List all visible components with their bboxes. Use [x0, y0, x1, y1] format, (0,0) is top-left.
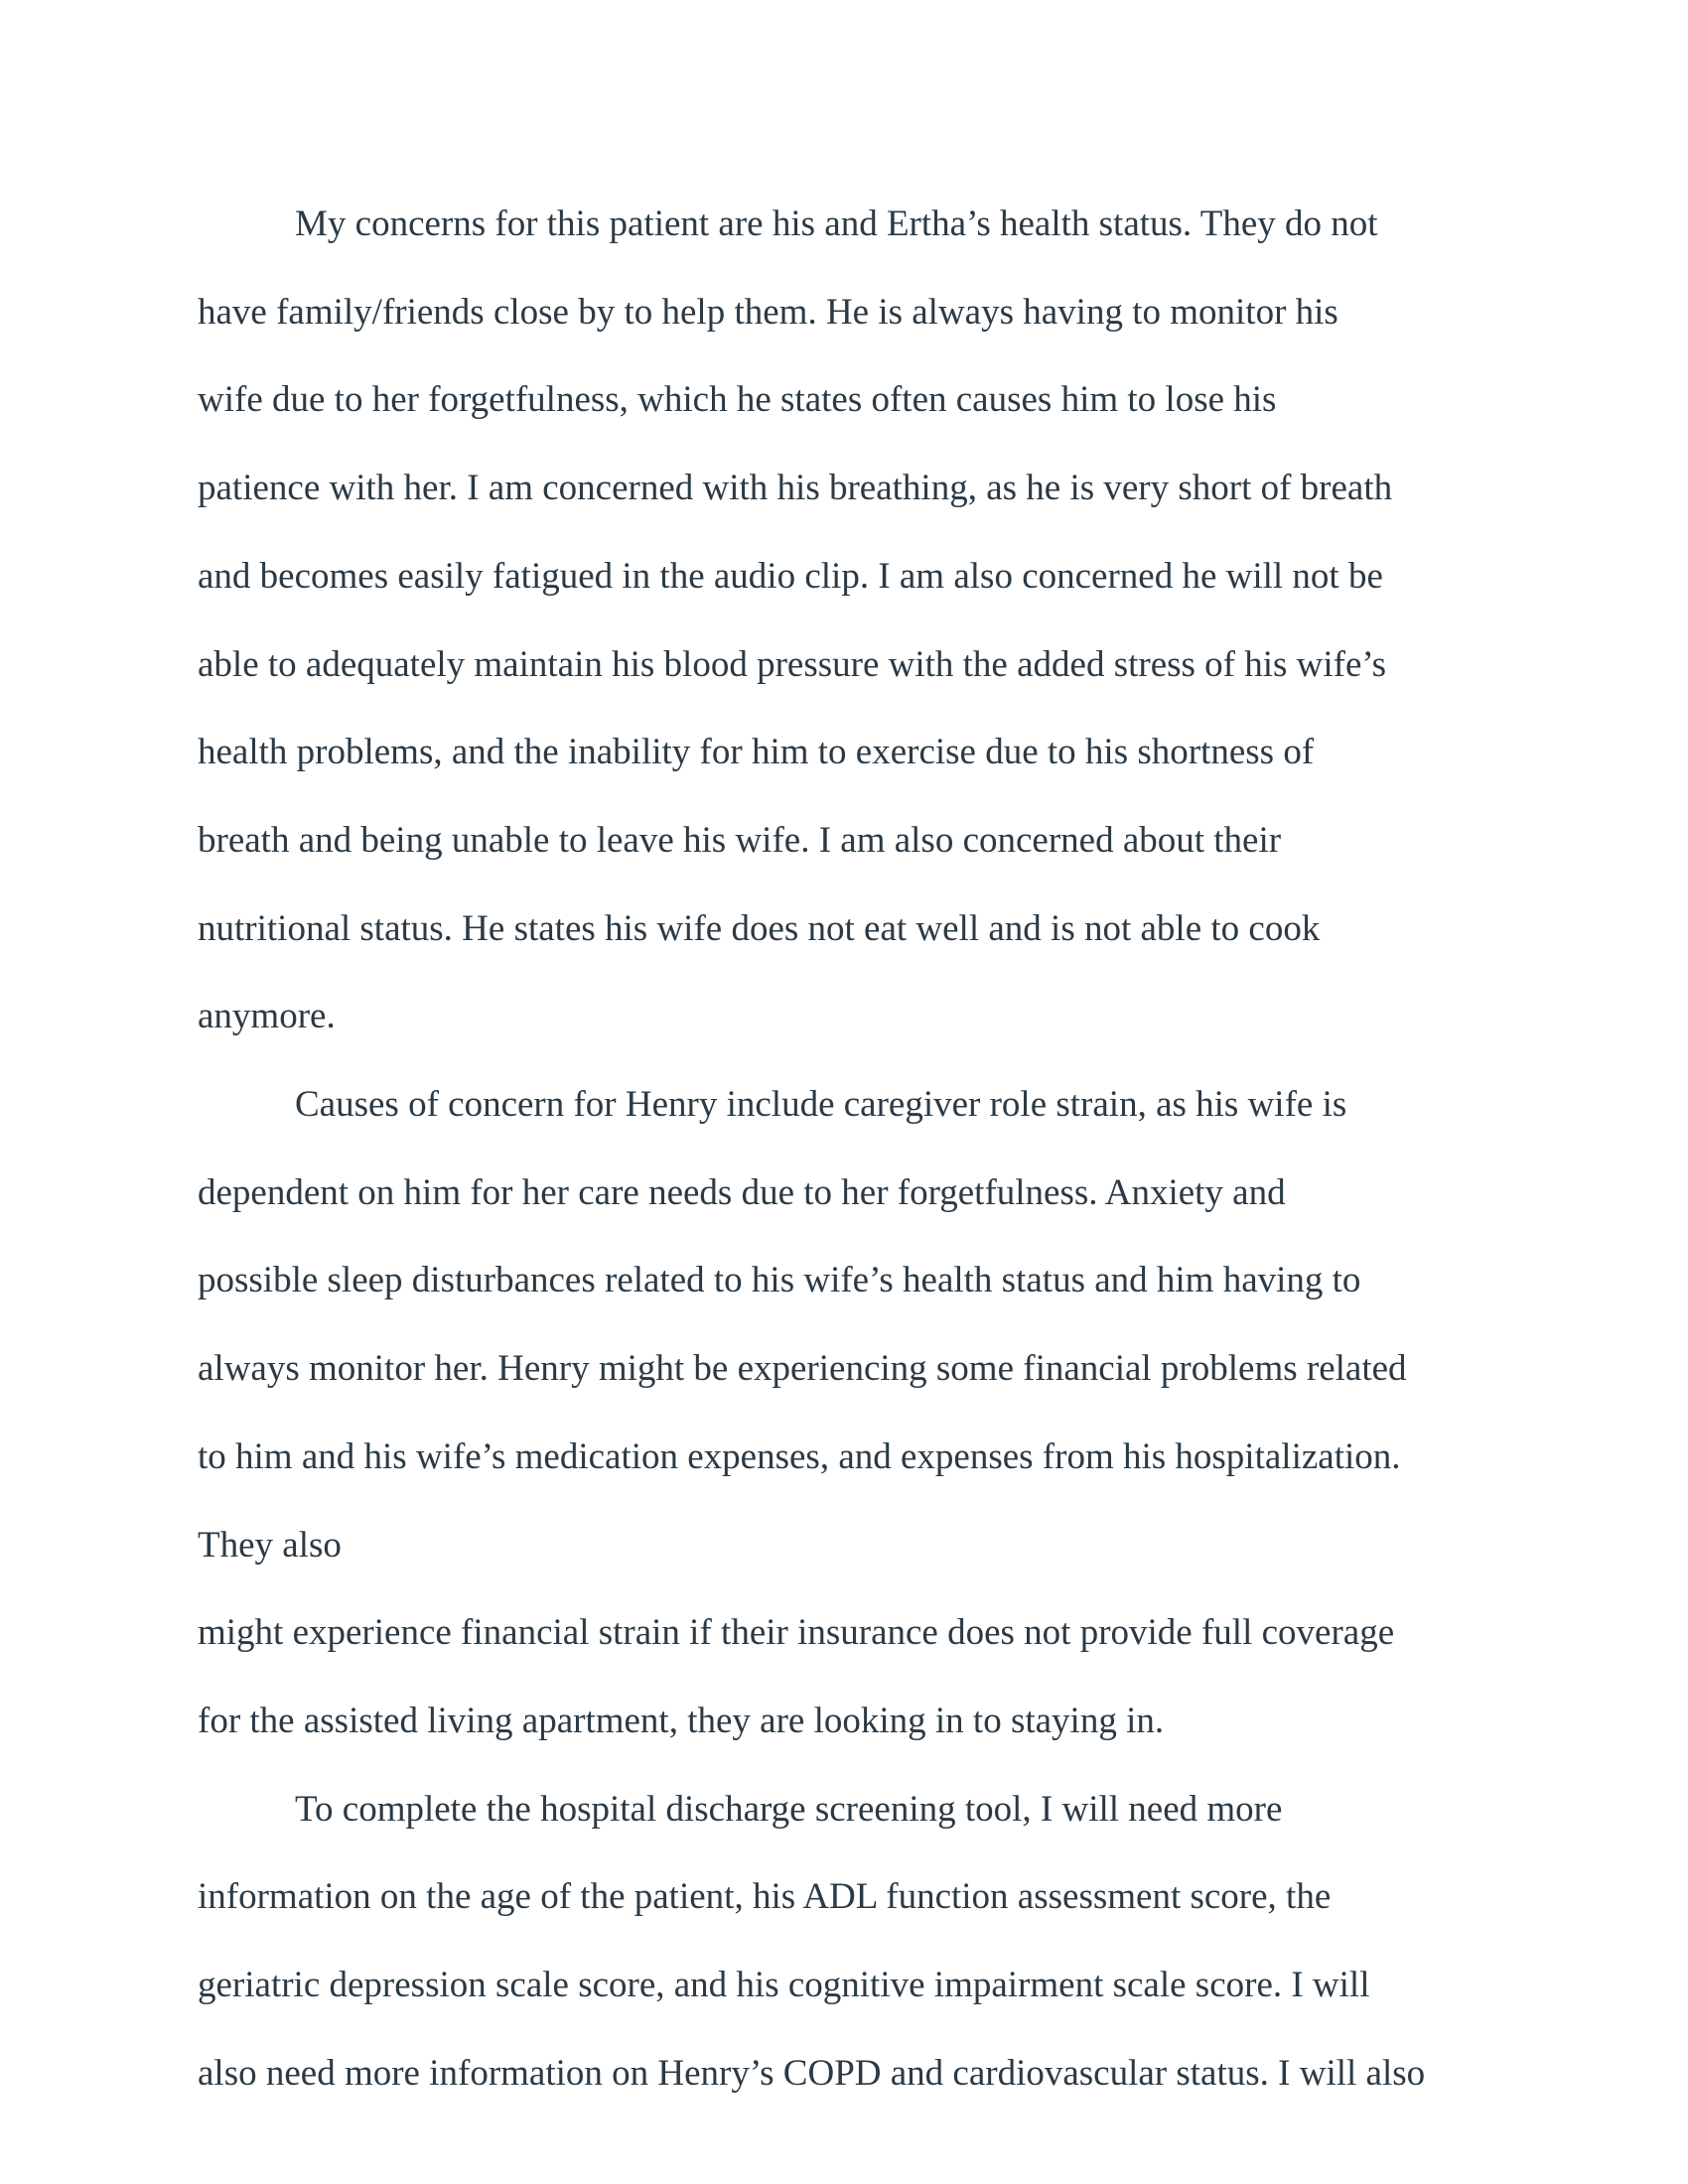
text-line: patience with her. I am concerned with his breathing, as he is very short of breath — [198, 468, 1393, 509]
text-line: to him and his wife’s medication expenses, and expenses from his hospitalization. — [198, 1435, 1401, 1477]
text-line: might experience financial strain if their insurance does not provide full coverage — [198, 1612, 1395, 1654]
text-line: To complete the hospital discharge screening tool, I will need more — [295, 1788, 1283, 1830]
text-line: Causes of concern for Henry include caregiver role strain, as his wife is — [295, 1084, 1347, 1125]
text-line: also need more information on Henry’s COPD and cardiovascular status. I will also — [198, 2052, 1426, 2094]
text-line: breath and being unable to leave his wife. I am also concerned about their — [198, 819, 1282, 861]
text-line: My concerns for this patient are his and Ertha’s health status. They do not — [295, 204, 1378, 244]
text-line: anymore. — [198, 996, 336, 1037]
text-line: possible sleep disturbances related to his wife’s health status and him having to — [198, 1260, 1361, 1301]
text-line: and becomes easily fatigued in the audio clip. I am also concerned he will not be — [198, 555, 1383, 597]
text-line: nutritional status. He states his wife does not eat well and is not able to cook — [198, 907, 1321, 949]
text-line: wife due to her forgetfulness, which he states often causes him to lose his — [198, 379, 1277, 421]
text-line: geriatric depression scale score, and his cognitive impairment scale score. I will — [198, 1965, 1370, 2005]
text-line: for the assisted living apartment, they are looking in to staying in. — [198, 1700, 1165, 1741]
text-line: They also — [198, 1524, 342, 1566]
text-line: dependent on him for her care needs due to her forgetfulness. Anxiety and — [198, 1171, 1286, 1213]
text-line: information on the age of the patient, his ADL function assessment score, the — [198, 1876, 1332, 1918]
text-line: always monitor her. Henry might be experiencing some financial problems related — [198, 1348, 1407, 1390]
text-line: have family/friends close by to help them. He is always having to monitor his — [198, 291, 1338, 333]
text-line: able to adequately maintain his blood pressure with the added stress of his wife’s — [198, 643, 1387, 685]
text-line: health problems, and the inability for him to exercise due to his shortness of — [198, 732, 1315, 773]
